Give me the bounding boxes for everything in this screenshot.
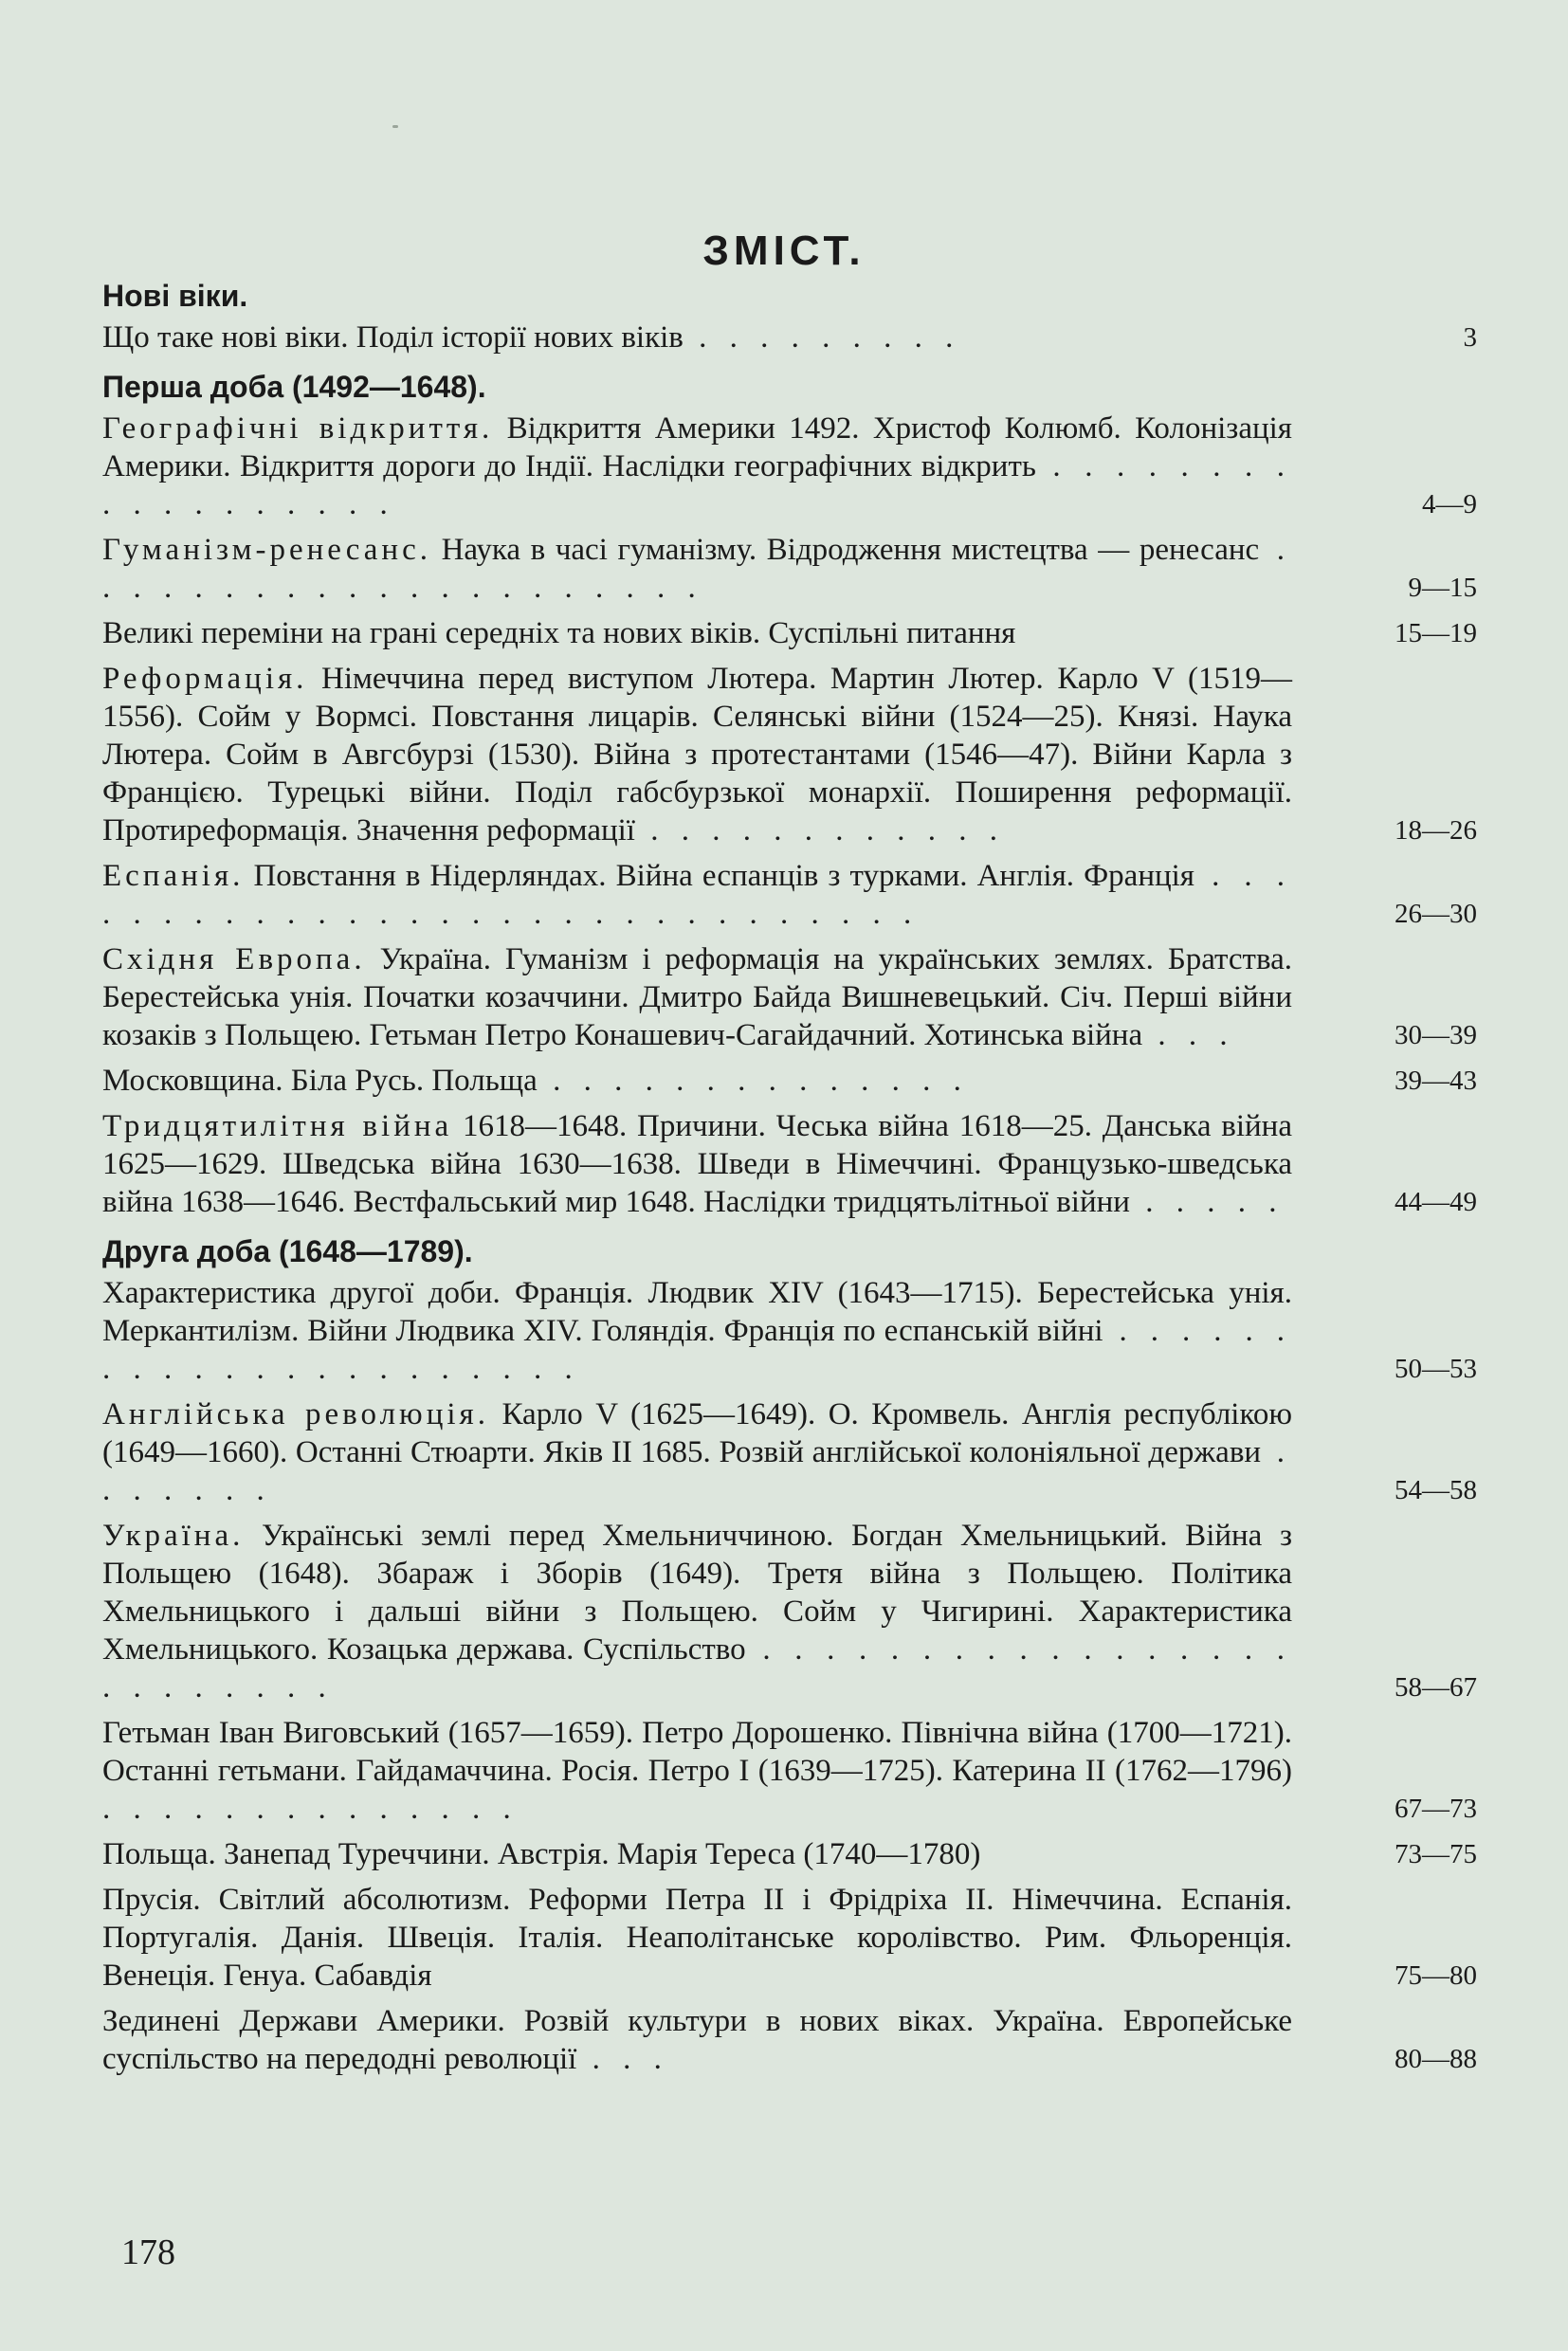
entry-description: Великі переміни на грані середніх та нових віків. Суспільні питання (102, 616, 1016, 650)
section-heading: Нові віки. (102, 279, 248, 313)
entry-description: Московщина. Біла Русь. Польща (102, 1064, 538, 1098)
page-range: 39—43 (1395, 1066, 1477, 1096)
toc-entry (102, 1062, 1477, 1100)
dot-leader: . . . . . . . . . . . . . . . . . . . . . . (102, 1314, 1293, 1386)
entry-text (102, 660, 1292, 849)
entry-lead-term: Реформація. (102, 662, 308, 696)
dot-leader: . . . . . . . . . . . . . . (102, 1792, 519, 1826)
entry-description: Відкриття Америки 1492. Христоф Колюмб. Колонізація Америки. Відкриття дороги до Індії. Наслідки географічних відкрить (102, 411, 1292, 483)
entry-text (102, 1274, 1292, 1388)
toc-entry (102, 319, 1477, 356)
entry-text (102, 857, 1292, 933)
page-title: ЗМІСТ. (702, 228, 866, 274)
toc-entry (102, 1881, 1477, 1995)
entry-description: Німеччина перед виступом Лютера. Мартин Лютер. Карло V (1519—1556). Сойм у Вормсі. Повстання лицарів. Селянські війни (1524—25). Князі. Наука Лютера. Сойм в Авгсбурзі (1530). Війна з протестантами (1546—47). Війни Карла з Францією. Турецькі війни. Поділ габсбурзької монархії. Поширення реформації. Протиреформація. Значення реформації (102, 662, 1292, 847)
toc-entry (102, 1395, 1477, 1509)
toc-entry (102, 614, 1477, 652)
dot-leader: . . . . . . . . . . . . . . . . . . . . . (102, 533, 1292, 605)
toc-entry (102, 1274, 1477, 1388)
entry-description: Характеристика другої доби. Франція. Людвик XIV (1643—1715). Берестейська унія. Меркантилізм. Війни Людвика XIV. Голяндія. Франція по еспанській війні (102, 1276, 1292, 1348)
dot-leader: . . . (576, 2042, 669, 2076)
entry-lead-term: Україна. (102, 1519, 245, 1553)
dot-leader: . . . . . . . . . . . . . . . . . . . . . . . . . . . . . . (102, 859, 1293, 931)
toc-entry (102, 410, 1477, 523)
toc-entry (102, 531, 1477, 607)
dot-leader: . . . (1142, 1018, 1235, 1052)
entry-description: Повстання в Нідерляндах. Війна еспанців з турками. Англія. Франція (244, 859, 1194, 893)
page-range: 50—53 (1395, 1354, 1477, 1384)
entry-description: Українські землі перед Хмельниччиною. Богдан Хмельницький. Війна з Польщею (1648). Збараж і Зборів (1649). Третя війна з Польщею. Політика Хмельницького і дальші війни з Польщею. Сойм у Чигирині. Характеристика Хмельницького. Козацька держава. Суспільство (102, 1519, 1292, 1667)
dot-leader: . . . . . (1129, 1185, 1285, 1219)
dot-leader: . . . . . . . . . . . . . . (537, 1064, 969, 1098)
page-range: 75—80 (1395, 1960, 1477, 1991)
page-range: 30—39 (1395, 1020, 1477, 1050)
entry-lead-term: Географічні відкриття. (102, 411, 494, 446)
section-heading: Перша доба (1492—1648). (102, 370, 486, 404)
entry-lead-term: Гуманізм-ренесанс. (102, 533, 431, 567)
page-number: 178 (121, 2233, 175, 2272)
entry-text (102, 1835, 1292, 1873)
page-range: 73—75 (1395, 1839, 1477, 1869)
entry-text (102, 1881, 1292, 1995)
ink-smudge (392, 125, 398, 128)
entry-description: Гетьман Іван Виговський (1657—1659). Петро Дорошенко. Північна війна (1700—1721). Останні гетьмани. Гайдамаччина. Росія. Петро I (1639—1725). Катерина II (1762—1796) (102, 1716, 1292, 1788)
page-range: 58—67 (1395, 1672, 1477, 1703)
dot-leader: . . . . . . . . . . . . (634, 813, 1005, 847)
page-range: 44—49 (1395, 1187, 1477, 1217)
entry-description: Прусія. Світлий абсолютизм. Реформи Петра II і Фрідріха II. Німеччина. Еспанія. Португалія. Данія. Швеція. Італія. Неаполітанське королівство. Рим. Фльоренція. Венеція. Генуа. Сабавдія (102, 1883, 1292, 1993)
toc-entry (102, 1107, 1477, 1221)
dot-leader: . . . . . . . (102, 1435, 1292, 1507)
entry-lead-term: Тридцятилітня війна (102, 1109, 453, 1143)
toc-entry (102, 940, 1477, 1054)
dot-leader: . . . . . . . . . . . . . . . . . . (102, 449, 1292, 521)
entry-text (102, 410, 1292, 523)
entry-text (102, 319, 1292, 356)
entry-description: Україна. Гуманізм і реформація на українських землях. Братства. Берестейська унія. Початки козаччини. Дмитро Байда Вишневецький. Січ. Перші війни козаків з Польщею. Гетьман Петро Конашевич-Сагайдачний. Хотинська війна (102, 942, 1292, 1052)
page-range: 18—26 (1395, 815, 1477, 846)
page-range: 3 (1463, 322, 1477, 353)
toc-entry (102, 1714, 1477, 1828)
entry-text (102, 531, 1292, 607)
entry-lead-term: Східня Европа. (102, 942, 366, 976)
entry-lead-term: Еспанія. (102, 859, 245, 893)
entry-text (102, 1714, 1292, 1828)
toc-entry (102, 660, 1477, 849)
entry-text (102, 1517, 1292, 1706)
entry-description: Наука в часі гуманізму. Відродження мистецтва — ренесанс (431, 533, 1260, 567)
page-range: 4—9 (1422, 489, 1477, 519)
toc-entry (102, 1835, 1477, 1873)
entry-description: Зединені Держави Америки. Розвій культури в нових віках. Україна. Европейське суспільство на передодні революції (102, 2004, 1292, 2076)
page-range: 9—15 (1408, 573, 1477, 603)
entry-text (102, 1395, 1292, 1509)
section-heading: Друга доба (1648—1789). (102, 1234, 473, 1268)
page-range: 15—19 (1395, 618, 1477, 648)
entry-text (102, 1107, 1292, 1221)
entry-text (102, 614, 1292, 652)
dot-leader: . . . . . . . . . (683, 320, 961, 355)
entry-text (102, 1062, 1292, 1100)
toc-entry (102, 2002, 1477, 2078)
table-of-contents (102, 277, 1477, 2086)
entry-description: 1618—1648. Причини. Чеська війна 1618—25. Данська війна 1625—1629. Шведська війна 1630—1638. Шведи в Німеччині. Французько-шведська війна 1638—1646. Вестфальський мир 1648. Наслідки тридцятьлітньої війни (102, 1109, 1292, 1219)
entry-text (102, 2002, 1292, 2078)
entry-text (102, 940, 1292, 1054)
entry-lead-term: Англійська революція. (102, 1397, 489, 1431)
page-range: 67—73 (1395, 1794, 1477, 1824)
page-range: 26—30 (1395, 899, 1477, 929)
entry-description: Польща. Занепад Туреччини. Австрія. Марія Тереса (1740—1780) (102, 1837, 981, 1871)
entry-description: Що таке нові віки. Поділ історії нових віків (102, 320, 684, 355)
entry-description: Карло V (1625—1649). О. Кромвель. Англія республікою (1649—1660). Останні Стюарти. Яків II 1685. Розвій англійської колоніяльної держави (102, 1397, 1292, 1469)
toc-entry (102, 857, 1477, 933)
dot-leader: . . . . . . . . . . . . . . . . . . . . . . . . . (102, 1632, 1292, 1704)
page-range: 80—88 (1395, 2044, 1477, 2074)
toc-entry (102, 1517, 1477, 1706)
page-range: 54—58 (1395, 1475, 1477, 1505)
